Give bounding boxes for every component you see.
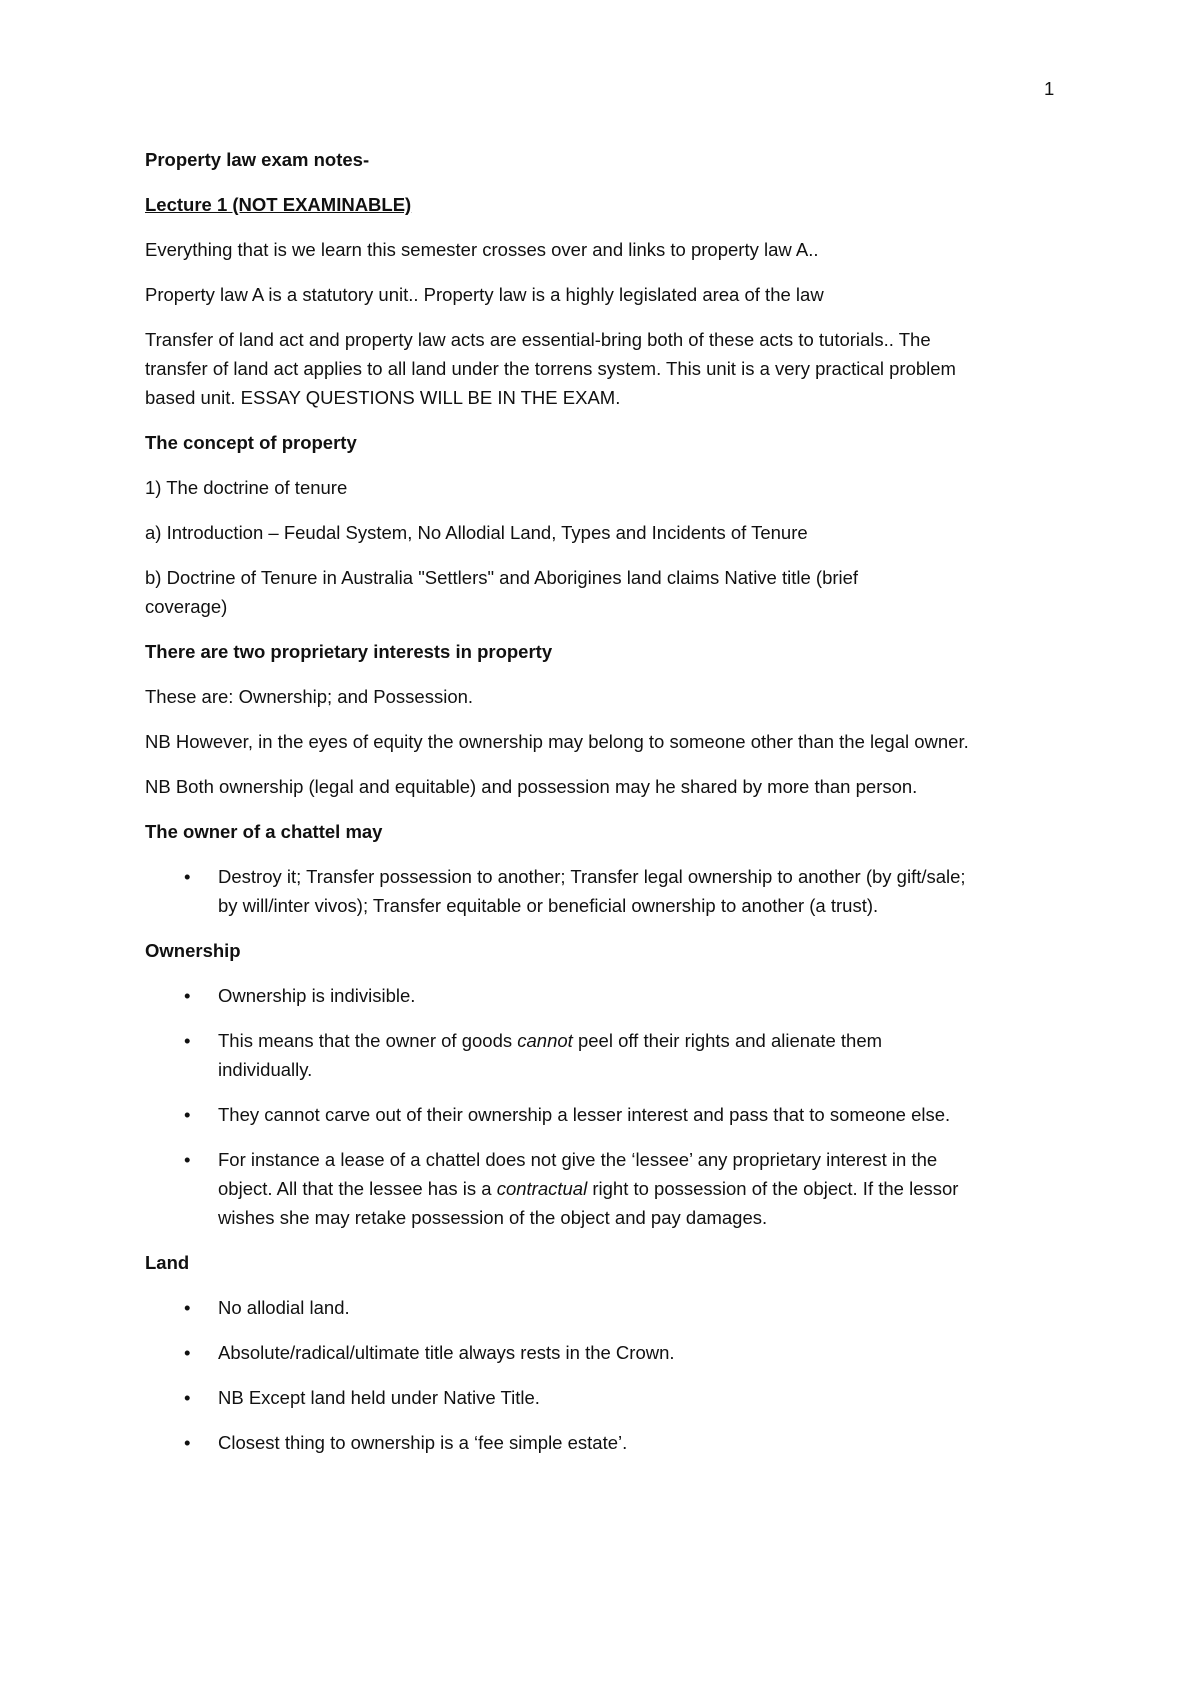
bullet-icon: • (184, 1149, 191, 1170)
bullet-icon: • (184, 1030, 191, 1051)
emphasis-text: cannot (517, 1030, 573, 1051)
chattel-heading: The owner of a chattel may (145, 821, 383, 842)
bullet-icon: • (184, 1387, 191, 1408)
list-item-line (218, 1026, 1065, 1055)
list-item-line: No allodial land. (218, 1297, 350, 1318)
text-run: peel off their rights and alienate them (572, 1030, 883, 1051)
bullet-icon: • (184, 1104, 191, 1125)
doctrine-item-b (145, 563, 1065, 621)
list-item-line: Closest thing to ownership is a ‘fee simple estate’. (218, 1432, 628, 1453)
emphasis-text: contractual (496, 1178, 588, 1199)
bullet-icon: • (184, 1297, 191, 1318)
bullet-icon: • (184, 866, 191, 887)
text-run: object. All that the lessee has is a (218, 1178, 497, 1199)
land-heading: Land (145, 1252, 190, 1273)
transfer-line-2: transfer of land act applies to all land under the torrens system. This unit is a very practical problem (145, 358, 956, 379)
list-item (145, 1383, 1065, 1412)
interests-heading: There are two proprietary interests in property (145, 641, 553, 662)
doctrine-item-a: a) Introduction – Feudal System, No Allodial Land, Types and Incidents of Tenure (145, 522, 808, 543)
list-item (145, 1338, 1065, 1367)
intro-paragraph-1: Everything that is we learn this semester crosses over and links to property law A.. (145, 239, 819, 260)
list-item (145, 1293, 1065, 1322)
bullet-icon: • (184, 1432, 191, 1453)
intro-paragraph-2: Property law A is a statutory unit.. Property law is a highly legislated area of the law (145, 284, 824, 305)
list-item-line: They cannot carve out of their ownership a lesser interest and pass that to someone else. (218, 1104, 951, 1125)
transfer-line-3: based unit. ESSAY QUESTIONS WILL BE IN THE EXAM. (145, 387, 621, 408)
page-number: 1 (1044, 78, 1055, 99)
concept-heading: The concept of property (145, 432, 357, 453)
list-item-line: individually. (218, 1059, 313, 1080)
transfer-paragraph (145, 325, 1065, 412)
list-item (145, 1026, 1065, 1084)
list-item-line: NB Except land held under Native Title. (218, 1387, 540, 1408)
lecture-heading: Lecture 1 (NOT EXAMINABLE) (145, 194, 412, 215)
these-are-paragraph: These are: Ownership; and Possession. (145, 686, 474, 707)
list-item-line: wishes she may retake possession of the object and pay damages. (218, 1207, 768, 1228)
list-item-line: Ownership is indivisible. (218, 985, 416, 1006)
text-run: This means that the owner of goods (218, 1030, 518, 1051)
document-title: Property law exam notes- (145, 149, 370, 170)
list-item (145, 862, 1065, 920)
doctrine-item-b-line-1: b) Doctrine of Tenure in Australia "Settlers" and Aborigines land claims Native title (brief (145, 567, 859, 588)
list-item (145, 1145, 1065, 1232)
list-item-line (218, 1174, 1065, 1203)
transfer-line-1: Transfer of land act and property law acts are essential-bring both of these acts to tutorials.. The (145, 329, 931, 350)
nb-equity-paragraph: NB However, in the eyes of equity the ownership may belong to someone other than the legal owner. (145, 731, 969, 752)
list-item-line: by will/inter vivos); Transfer equitable or beneficial ownership to another (a trust). (218, 895, 879, 916)
bullet-icon: • (184, 985, 191, 1006)
doctrine-item: 1) The doctrine of tenure (145, 477, 348, 498)
bullet-icon: • (184, 1342, 191, 1363)
list-item-line: For instance a lease of a chattel does not give the ‘lessee’ any proprietary interest in the (218, 1149, 938, 1170)
list-item-line: Destroy it; Transfer possession to another; Transfer legal ownership to another (by gift/sale; (218, 866, 966, 887)
nb-shared-paragraph: NB Both ownership (legal and equitable) and possession may he shared by more than person. (145, 776, 918, 797)
list-item (145, 1428, 1065, 1457)
list-item (145, 981, 1065, 1010)
ownership-heading: Ownership (145, 940, 241, 961)
document-body (145, 145, 1065, 1473)
text-run: right to possession of the object. If the lessor (587, 1178, 959, 1199)
doctrine-item-b-line-2: coverage) (145, 596, 228, 617)
list-item (145, 1100, 1065, 1129)
list-item-line: Absolute/radical/ultimate title always rests in the Crown. (218, 1342, 675, 1363)
